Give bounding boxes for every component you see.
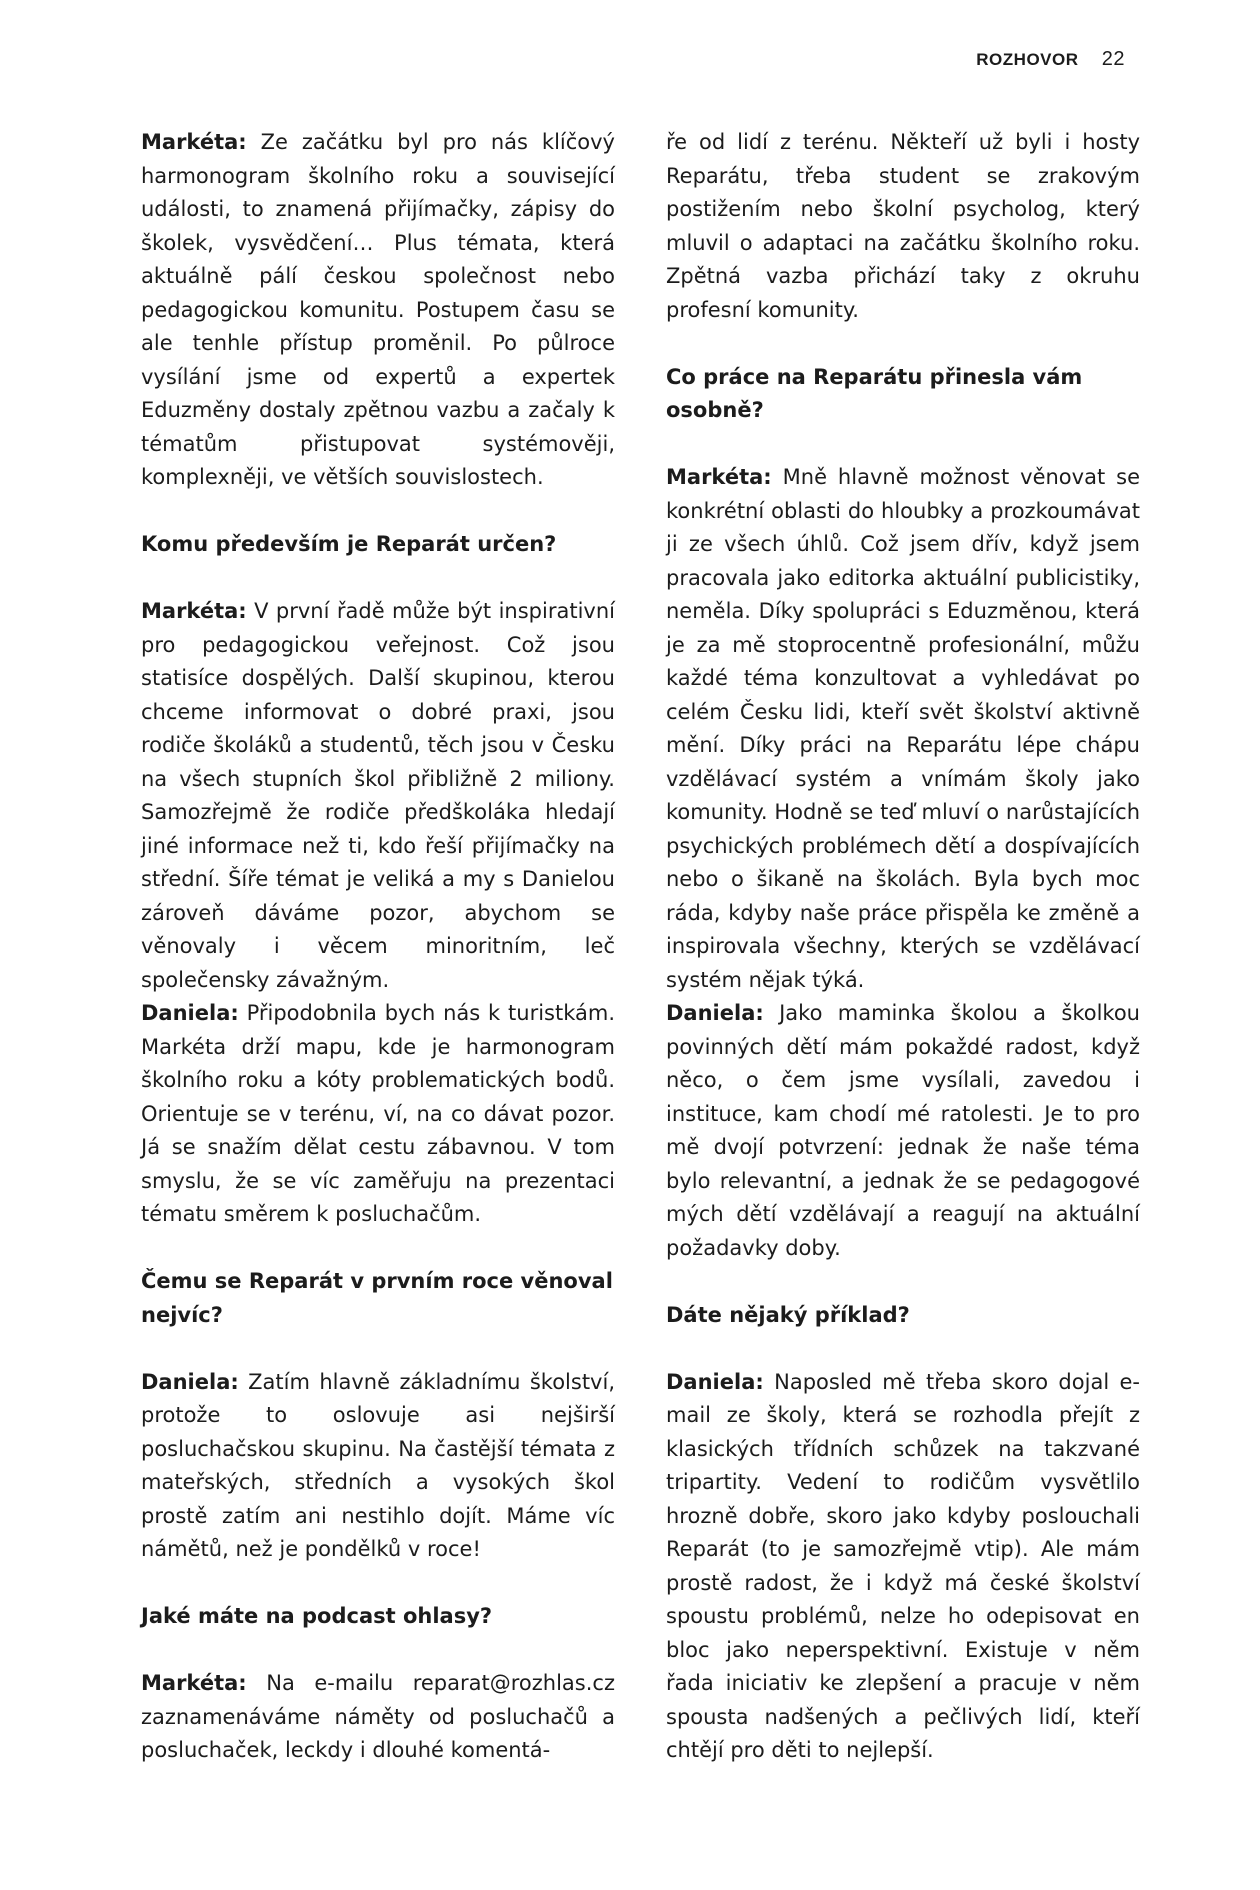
answer-text: Mně hlavně možnost věnovat se konkrétní oblasti do hloubky a prozkoumávat ji ze všech úhlů. Což jsem dřív, když jsem pracovala jako editorka aktuální publicistiky, neměla. Díky spolupráci s Eduzměnou, která je za mě stoprocentně profesionální, můžu každé téma konzultovat a vyhledávat po celém Česku lidi, kteří svět školství aktivně mění. Díky práci na Reparátu lépe chápu vzdělávací systém a vnímám školy jako komunity. Hodně se teď mluví o narůstajících psychických problémech dětí a dospívajících nebo o šikaně na školách. Byla bych moc ráda, kdyby naše práce přispěla ke změně a inspirovala všechny, kterých se vzdělávací systém nějak týká. — [666, 465, 1140, 992]
section-title: ROZHOVOR — [976, 50, 1079, 69]
answer-text: ře od lidí z terénu. Někteří už byli i hosty Reparátu, třeba student se zrakovým postižením nebo školní psycholog, který mluvil o adaptaci na začátku školního roku. Zpětná vazba přichází taky z okruhu profesní komunity. — [666, 130, 1140, 322]
answer-text: Na e-mailu reparat@rozhlas.cz zaznamenáváme náměty od posluchačů a posluchaček, leckdy i dlouhé komentá- — [141, 1671, 615, 1762]
speaker-name: Daniela: — [141, 1369, 239, 1394]
speaker-name: Daniela: — [666, 1369, 764, 1394]
answer-paragraph — [141, 1667, 615, 1768]
answer-text: Zatím hlavně základnímu školství, protože to oslovuje asi nejširší posluchačskou skupinu. Na častější témata z mateřských, středních a vysokých škol prostě zatím ani nestihlo dojít. Máme víc námětů, než je pondělků v roce! — [141, 1369, 615, 1561]
answer-paragraph — [141, 126, 615, 495]
answer-text: V první řadě může být inspirativní pro pedagogickou veřejnost. Což jsou statisíce dospělých. Další skupinou, kterou chceme informovat o dobré praxi, jsou rodiče školáků a studentů, těch jsou v Česku na všech stupních škol přibližně 2 miliony. Samozřejmě že rodiče předškoláka hledají jiné informace než ti, kdo řeší přijímačky na střední. Šíře témat je veliká a my s Danielou zároveň dáváme pozor, abychom se věnovaly i věcem minoritním, leč společensky závažným. — [141, 599, 615, 992]
interview-question: Co práce na Reparátu přinesla vám osobně? — [666, 364, 1083, 422]
speaker-name: Markéta: — [666, 465, 772, 489]
interview-question: Jaké máte na podcast ohlasy? — [141, 1604, 493, 1628]
answer-paragraph — [666, 1366, 1140, 1768]
interview-question: Komu především je Reparát určen? — [141, 532, 557, 556]
page-number: 22 — [1101, 48, 1125, 70]
speaker-name: Daniela: — [666, 1001, 764, 1025]
interview-question: Dáte nějaký příklad? — [666, 1302, 910, 1327]
speaker-name: Daniela: — [141, 1001, 239, 1025]
speaker-name: Markéta: — [141, 1671, 247, 1695]
answer-paragraph — [141, 595, 615, 997]
answer-paragraph — [666, 461, 1140, 997]
running-header — [976, 48, 1125, 71]
answer-text: Naposled mě třeba skoro dojal e-mail ze školy, která se rozhodla přejít z klasických třídních schůzek na takzvané tripartity. Vedení to rodičům vysvětlilo hrozně dobře, skoro jako kdyby poslouchali Reparát (to je samozřejmě vtip). Ale mám prostě radost, že i když má české školství spoustu problémů, nelze ho odepisovat en bloc jako neperspektivní. Existuje v něm řada iniciativ ke zlepšení a pracuje v něm spousta nadšených a pečlivých lidí, kteří chtějí pro děti to nejlepší. — [666, 1369, 1140, 1762]
speaker-name: Markéta: — [141, 599, 247, 623]
answer-text: Připodobnila bych nás k turistkám. Markéta drží mapu, kde je harmonogram školního roku a kóty problematických bodů. Orientuje se v terénu, ví, na co dávat pozor. Já se snažím dělat cestu zábavnou. V tom smyslu, že se víc zaměřuju na prezentaci tématu směrem k posluchačům. — [141, 1001, 615, 1226]
answer-paragraph — [666, 126, 1140, 327]
answer-paragraph — [141, 1366, 615, 1567]
answer-paragraph — [666, 997, 1140, 1265]
text-column-right — [666, 126, 1140, 1768]
interview-question: Čemu se Reparát v prvním roce věnoval nejvíc? — [141, 1269, 613, 1327]
answer-text: Jako maminka školou a školkou povinných dětí mám pokaždé radost, když něco, o čem jsme vysílali, zavedou i instituce, kam chodí mé ratolesti. Je to pro mě dvojí potvrzení: jednak že naše téma bylo relevantní, a jednak že se pedagogové mých dětí vzdělávají a reagují na aktuální požadavky doby. — [666, 1001, 1140, 1260]
answer-paragraph — [141, 997, 615, 1232]
speaker-name: Markéta: — [141, 130, 247, 154]
text-column-left — [141, 126, 615, 1768]
answer-text: Ze začátku byl pro nás klíčový harmonogram školního roku a související události, to znamená přijímačky, zápisy do školek, vysvědčení… Plus témata, která aktuálně pálí českou společnost nebo pedagogickou komunitu. Postupem času se ale tenhle přístup proměnil. Po půlroce vysílání jsme od expertů a expertek Eduzměny dostaly zpětnou vazbu a začaly k tématům přistupovat systémověji, komplexněji, ve větších souvislostech. — [141, 130, 615, 489]
